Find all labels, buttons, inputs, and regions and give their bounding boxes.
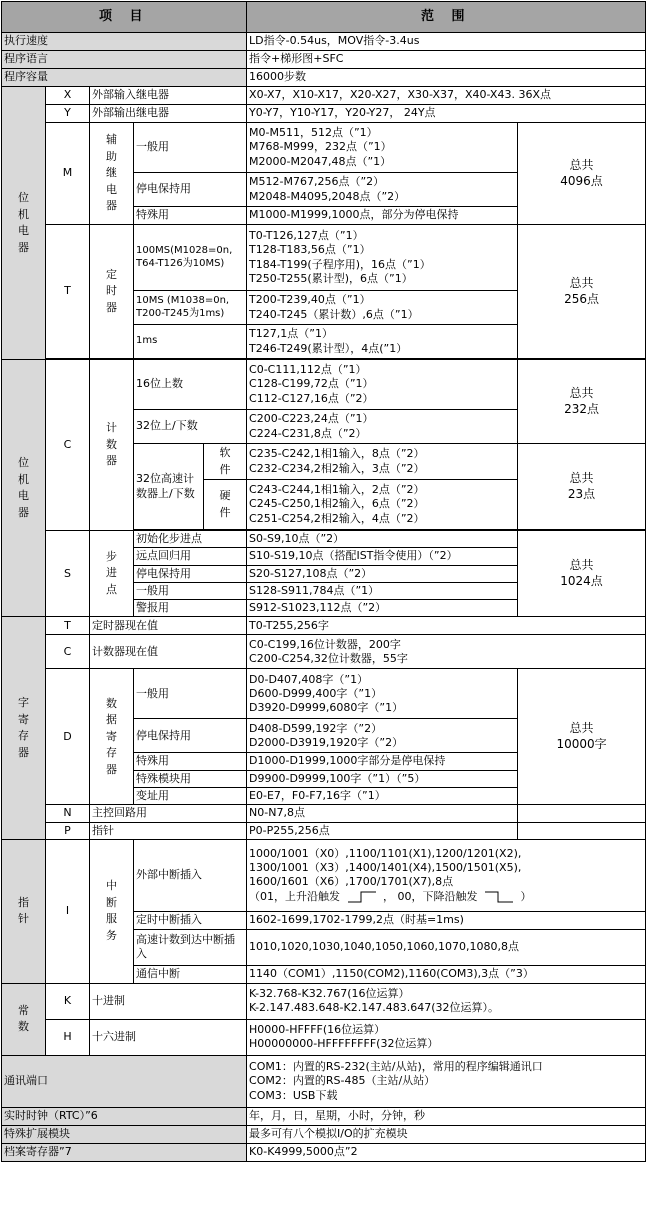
c-soft-line-2: C232-C234,2相2输入，3点（”2） [249, 461, 425, 475]
s-init-label: 初始化步进点 [134, 531, 247, 548]
d-general-line-1: D0-D407,408字（”1） [249, 672, 369, 686]
m-latch-range [247, 173, 518, 207]
i-ext-range [247, 839, 646, 911]
h-line-1: H0000-HFFFF(16位运算） [249, 1023, 386, 1037]
d-general-line-3: D3920-D9999,6080字（”1） [249, 701, 404, 715]
name-c-text: 计数器 [106, 421, 117, 468]
n-blank [518, 805, 646, 822]
comm-line-1: COM1：内置的RS-232(主站/从站)，常用的程序编辑通讯口 [249, 1060, 543, 1074]
s-total-line-1: 总共 [569, 558, 594, 573]
falling-edge-icon [484, 891, 514, 903]
range-x: X0-X7，X10-X17，X20-X27，X30-X37，X40-X43. 36X点 [247, 87, 646, 105]
code-t: T [46, 225, 90, 359]
name-s [90, 531, 134, 617]
m-general-range [247, 123, 518, 173]
c-total-2-line-2: 23点 [567, 486, 596, 501]
file-register-range: K0-K4999,5000点”2 [247, 1143, 646, 1161]
row-value-speed: LD指令-0.54us，MOV指令-3.4us [247, 33, 646, 51]
k-line-1: K-32.768-K32.767(16位运算） [249, 987, 410, 1001]
d-general-range [247, 669, 518, 719]
c-hs-label: 32位高速计数器上/下数 [134, 444, 204, 530]
s-home-range: S10-S19,10点（搭配IST指令使用）（”2） [247, 548, 518, 565]
t-100ms-line-1: T0-T126,127点（”1） [249, 228, 364, 242]
c-total-1-line-2: 232点 [564, 401, 599, 416]
c-16bit-range [247, 360, 518, 410]
d-latch-line-1: D408-D599,192字（”2） [249, 721, 383, 735]
d-special-range: D1000-D1999,1000字部分是停电保持 [247, 753, 518, 770]
d-index-range: E0-E7，F0-F7,16字（”1） [247, 788, 518, 805]
t-total-line-1: 总共 [569, 275, 594, 290]
m-general-line-2: M768-M999，232点（”1） [249, 140, 392, 154]
ext-module-range: 最多可有八个模拟I/O的扩充模块 [247, 1125, 646, 1143]
d-latch-range [247, 719, 518, 753]
row-value-language: 指令+梯形图+SFC [247, 51, 646, 69]
code-n: N [46, 805, 90, 822]
c-hard-line-3: C251-C254,2相2输入，4点（”2） [249, 511, 425, 525]
name-s-text: 步进点 [106, 549, 117, 596]
group-text-constant: 常数 [18, 1003, 29, 1034]
row-value-capacity: 16000步数 [247, 69, 646, 87]
name-d-text: 数据寄存器 [106, 696, 117, 776]
s-home-label: 远点回归用 [134, 548, 247, 565]
name-t-text: 定时器 [106, 267, 117, 314]
c-16bit-line-3: C112-C127,16点（”2） [249, 391, 374, 405]
t-1ms-line-1: T127,1点（”1） [249, 327, 333, 341]
c-16bit-label: 16位上数 [134, 360, 247, 410]
name-d [90, 669, 134, 805]
name-p: 指针 [90, 822, 247, 839]
row-label-capacity: 程序容量 [2, 69, 247, 87]
k-line-2: K-2.147.483.648-K2.147.483.647(32位运算）。 [249, 1001, 499, 1015]
row-label-language: 程序语言 [2, 51, 247, 69]
code-k: K [46, 983, 90, 1019]
d-total [518, 669, 646, 805]
rtc-label: 实时时钟（RTC）”6 [2, 1107, 247, 1125]
i-comm-range: 1140（COM1）,1150(COM2),1160(COM3),3点（”3） [247, 965, 646, 983]
rising-edge-icon [347, 891, 377, 903]
i-ext-line-2: 1300/1001（X3）,1400/1401(X4),1500/1501(X5), [249, 861, 522, 875]
c-soft-line-1: C235-C242,1相1输入，8点（”2） [249, 447, 425, 461]
m-total [518, 123, 646, 225]
c-16bit-line-1: C0-C111,112点（”1） [249, 363, 367, 377]
code-s: S [46, 531, 90, 617]
name-n: 主控回路用 [90, 805, 247, 822]
range-k [247, 983, 646, 1019]
m-latch-line-1: M512-M767,256点（”2） [249, 175, 385, 189]
c-32bit-label: 32位上/下数 [134, 410, 247, 444]
header-range: 范 围 [247, 2, 646, 33]
t-1ms-range [247, 325, 518, 359]
group-label-word [2, 617, 46, 839]
name-i-text: 中断服务 [106, 879, 117, 942]
group-text-pointer: 指针 [18, 895, 29, 926]
d-index-label: 变址用 [134, 788, 247, 805]
c-total-1 [518, 360, 646, 444]
group-label-bit [2, 87, 46, 360]
i-comm-label: 通信中断 [134, 965, 247, 983]
c-hard-range [247, 480, 518, 530]
s-init-range: S0-S9,10点（”2） [247, 531, 518, 548]
c-total-1-line-1: 总共 [569, 385, 594, 400]
code-i: I [46, 839, 90, 983]
t-1ms-line-2: T246-T249(累计型），4点(”1） [249, 341, 408, 355]
i-timer-label: 定时中断插入 [134, 911, 247, 929]
s-general-label: 一般用 [134, 582, 247, 599]
c-32bit-line-2: C224-C231,8点（”2） [249, 426, 367, 440]
t-total-line-2: 256点 [564, 291, 599, 306]
t-10ms-line-2: T240-T245（累计数）,6点（”1） [249, 307, 419, 321]
edge-close-text: ） [520, 889, 532, 903]
d-total-line-2: 10000字 [556, 736, 607, 751]
m-general-line-1: M0-M511，512点（”1） [249, 126, 378, 140]
name-c [90, 360, 134, 531]
group-label-bit2 [2, 360, 46, 617]
code-x: X [46, 87, 90, 105]
d-general-label: 一般用 [134, 669, 247, 719]
name-t [90, 225, 134, 359]
name-i [90, 839, 134, 983]
t-100ms-label: 100MS(M1028=0n, T64-T126为10MS) [134, 225, 247, 291]
comm-port-range [247, 1055, 646, 1107]
i-hsc-label: 高速计数到达中断插入 [134, 929, 247, 965]
comm-line-2: COM2：内置的RS-485（主站/从站） [249, 1074, 436, 1088]
d-general-line-2: D600-D999,400字（”1） [249, 686, 383, 700]
t-100ms-range [247, 225, 518, 291]
comm-line-3: COM3：USB下载 [249, 1088, 338, 1102]
p-blank [518, 822, 646, 839]
name-word-t: 定时器现在值 [90, 617, 247, 635]
d-module-label: 特殊模块用 [134, 770, 247, 787]
word-c-line-2: C200-C254,32位计数器，55字 [249, 651, 408, 665]
m-special-range: M1000-M1999,1000点，部分为停电保持 [247, 207, 518, 225]
c-hard-label [204, 480, 247, 530]
d-special-label: 特殊用 [134, 753, 247, 770]
i-hsc-range: 1010,1020,1030,1040,1050,1060,1070,1080,8点 [247, 929, 646, 965]
t-1ms-label: 1ms [134, 325, 247, 359]
range-p: P0-P255,256点 [247, 822, 518, 839]
group-label-constant [2, 983, 46, 1055]
range-h [247, 1019, 646, 1055]
i-ext-line-3: 1600/1601（X6）,1700/1701(X7),8点 [249, 875, 454, 889]
t-10ms-line-1: T200-T239,40点（”1） [249, 293, 371, 307]
name-x: 外部输入继电器 [90, 87, 247, 105]
i-timer-range: 1602-1699,1702-1799,2点（时基=1ms) [247, 911, 646, 929]
i-ext-edge-line [249, 890, 643, 904]
d-latch-line-2: D2000-D3919,1920字（”2） [249, 735, 404, 749]
name-k: 十进制 [90, 983, 247, 1019]
row-label-speed: 执行速度 [2, 33, 247, 51]
t-total [518, 225, 646, 359]
group-text-bit2: 位机电器 [18, 456, 29, 519]
s-alarm-range: S912-S1023,112点（”2） [247, 600, 518, 617]
edge-fall-text: ， 00，下降沿触发 [383, 889, 478, 903]
rtc-range: 年，月，日，星期，小时，分钟，秒 [247, 1107, 646, 1125]
c-soft-label [204, 444, 247, 480]
t-100ms-line-2: T128-T183,56点（”1） [249, 243, 371, 257]
code-c: C [46, 360, 90, 531]
range-n: N0-N7,8点 [247, 805, 518, 822]
c-32bit-line-1: C200-C223,24点（”1） [249, 412, 374, 426]
d-total-line-1: 总共 [569, 721, 594, 736]
d-module-range: D9900-D9999,100字（”1）（”5） [247, 770, 518, 787]
s-latch-range: S20-S127,108点（”2） [247, 565, 518, 582]
code-word-c: C [46, 635, 90, 669]
group-text-word: 字寄存器 [18, 696, 29, 759]
s-total [518, 531, 646, 617]
c-32bit-range [247, 410, 518, 444]
m-latch-label: 停电保持用 [134, 173, 247, 207]
ext-module-label: 特殊扩展模块 [2, 1125, 247, 1143]
code-h: H [46, 1019, 90, 1055]
file-register-label: 档案寄存器”7 [2, 1143, 247, 1161]
t-10ms-label: 10MS (M1038=0n, T200-T245为1ms) [134, 291, 247, 325]
c-16bit-line-2: C128-C199,72点（”1） [249, 377, 374, 391]
i-ext-label: 外部中断插入 [134, 839, 247, 911]
word-c-line-1: C0-C199,16位计数器，200字 [249, 637, 401, 651]
header-item: 项 目 [2, 2, 247, 33]
c-total-2-line-1: 总共 [569, 470, 594, 485]
m-total-line-1: 总共 [569, 157, 594, 172]
s-latch-label: 停电保持用 [134, 565, 247, 582]
m-general-line-3: M2000-M2047,48点（”1） [249, 154, 392, 168]
s-total-line-2: 1024点 [560, 573, 603, 588]
range-word-c [247, 635, 646, 669]
s-alarm-label: 警报用 [134, 600, 247, 617]
name-h: 十六进制 [90, 1019, 247, 1055]
code-m: M [46, 123, 90, 225]
m-total-line-2: 4096点 [560, 173, 603, 188]
t-100ms-line-3: T184-T199(子程序用)，16点（”1） [249, 257, 431, 271]
code-d: D [46, 669, 90, 805]
c-hard-line-2: C245-C250,1相2输入，6点（”2） [249, 497, 425, 511]
c-hard-line-1: C243-C244,1相1输入，2点（”2） [249, 483, 425, 497]
edge-rise-text: （01，上升沿触发 [249, 889, 341, 903]
comm-port-label: 通讯端口 [2, 1055, 247, 1107]
c-soft-range [247, 444, 518, 480]
m-special-label: 特殊用 [134, 207, 247, 225]
range-y: Y0-Y7，Y10-Y17，Y20-Y27， 24Y点 [247, 105, 646, 123]
name-y: 外部输出继电器 [90, 105, 247, 123]
code-word-t: T [46, 617, 90, 635]
t-100ms-line-4: T250-T255(累计型)，6点（”1） [249, 271, 413, 285]
code-p: P [46, 822, 90, 839]
c-total-2 [518, 444, 646, 530]
i-ext-line-1: 1000/1001（X0）,1100/1101(X1),1200/1201(X2), [249, 846, 522, 860]
name-m [90, 123, 134, 225]
c-soft-text: 软件 [219, 446, 231, 476]
d-latch-label: 停电保持用 [134, 719, 247, 753]
m-general-label: 一般用 [134, 123, 247, 173]
h-line-2: H00000000-HFFFFFFFF(32位运算） [249, 1037, 439, 1051]
spec-table [1, 1, 646, 1162]
range-word-t: T0-T255,256字 [247, 617, 646, 635]
group-text-bit: 位机电器 [18, 191, 29, 254]
code-y: Y [46, 105, 90, 123]
name-word-c: 计数器现在值 [90, 635, 247, 669]
m-latch-line-2: M2048-M4095,2048点（”2） [249, 189, 406, 203]
t-10ms-range [247, 291, 518, 325]
name-m-text: 辅助继电器 [106, 133, 117, 213]
c-hard-text: 硬件 [219, 489, 231, 519]
s-general-range: S128-S911,784点（”1） [247, 582, 518, 599]
group-label-pointer [2, 839, 46, 983]
